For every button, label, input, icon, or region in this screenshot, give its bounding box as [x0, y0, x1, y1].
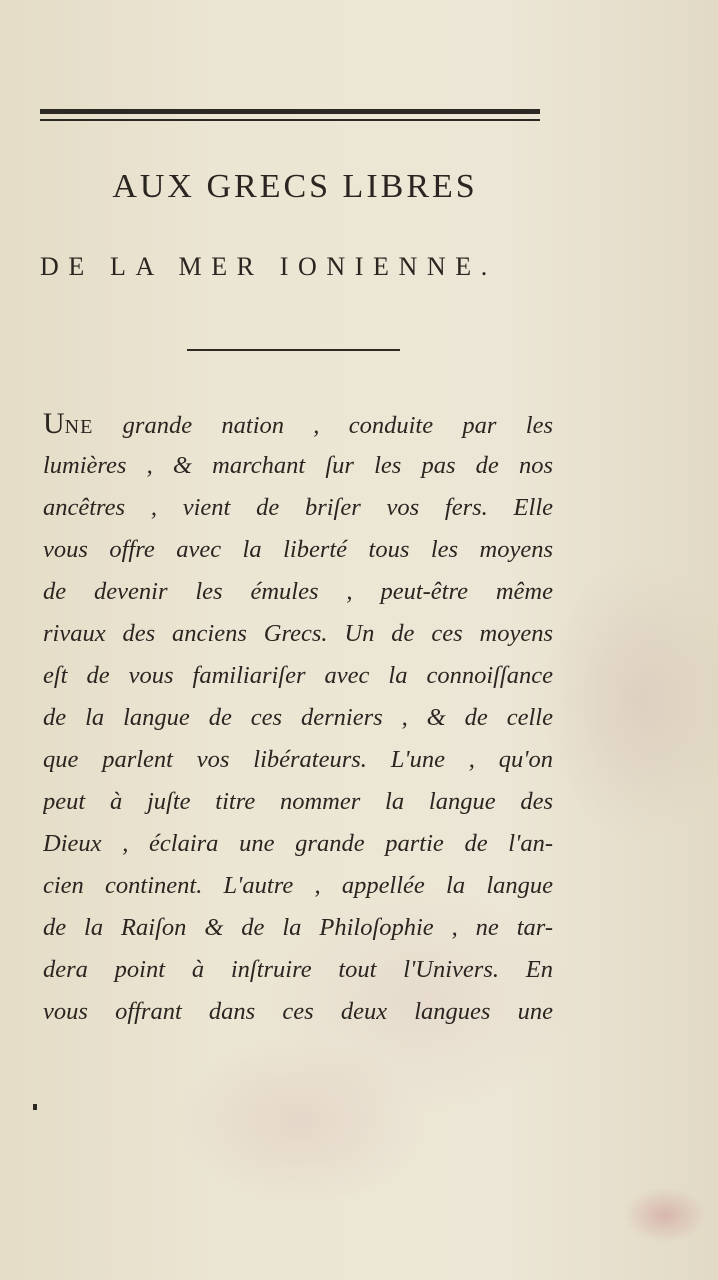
- body-line-1: [43, 403, 553, 445]
- body-line: eſt de vous familiariſer avec la connoiſſance: [43, 662, 553, 689]
- top-thin-rule: [40, 119, 540, 121]
- printer-mark: [33, 1104, 37, 1110]
- body-line: de devenir les émules , peut-être même: [43, 578, 553, 605]
- body-line: vous offre avec la liberté tous les moyens: [43, 536, 553, 563]
- body-line: lumières , & marchant ſur les pas de nos: [43, 452, 553, 479]
- first-line-text: grande nation , conduite par les: [93, 412, 553, 439]
- title-line-1: AUX GRECS LIBRES: [112, 168, 478, 205]
- body-line: peut à juſte titre nommer la langue des: [43, 788, 553, 815]
- body-line: Dieux , éclaira une grande partie de l'an-: [43, 830, 553, 857]
- small-caps-word: NE: [64, 416, 94, 438]
- body-line: de la Raiſon & de la Philoſophie , ne tar-: [43, 914, 553, 941]
- body-paragraph: [43, 403, 553, 1033]
- drop-cap: U: [43, 407, 65, 440]
- body-line: cien continent. L'autre , appellée la langue: [43, 872, 553, 899]
- top-thick-rule: [40, 109, 540, 114]
- body-line: que parlent vos libérateurs. L'une , qu'on: [43, 746, 553, 773]
- body-line: dera point à inſtruire tout l'Univers. En: [43, 956, 553, 983]
- title-separator-rule: [187, 349, 400, 351]
- title-line-2: DE LA MER IONIENNE.: [40, 252, 497, 281]
- body-line: de la langue de ces derniers , & de celle: [43, 704, 553, 731]
- body-line: rivaux des anciens Grecs. Un de ces moyens: [43, 620, 553, 647]
- body-line: ancêtres , vient de briſer vos fers. Elle: [43, 494, 553, 521]
- body-line: vous offrant dans ces deux langues une: [43, 998, 553, 1025]
